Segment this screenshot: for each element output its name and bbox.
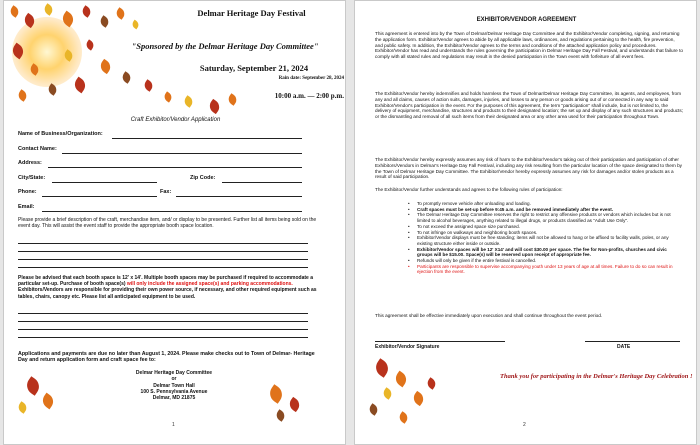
phone-label: Phone: [18, 189, 37, 195]
phone-field[interactable] [42, 196, 157, 197]
application-page [3, 0, 346, 445]
address-line-4: 100 S. Pennsylvania Avenue [140, 388, 208, 395]
address-line-1: Delmar Heritage Day Committee [135, 370, 213, 376]
agreement-page [354, 0, 697, 445]
equipment-line-3[interactable] [18, 329, 308, 330]
email-label: Email: [18, 204, 35, 210]
sponsor-line: "Sponsored by the Delmar Heritage Day Committee" [131, 41, 319, 51]
fax-field[interactable] [176, 196, 302, 197]
org-name-field[interactable] [112, 138, 302, 139]
address-line-5: Delmar, MD 21875 [152, 395, 196, 402]
description-instructions: Please provide a brief description of the craft, merchandise item, and/ or display to be presented. Further list all items being sold on the event day. This will assist the event staff to provide the appropriate booth space location. [18, 217, 317, 230]
org-name-label: Name of Business/Organization: [18, 131, 103, 137]
contact-name-field[interactable] [62, 153, 302, 154]
equipment-line-1[interactable] [18, 313, 308, 314]
rule-item-red: • Participants are responsible to supervise accompanying youth under 13 years of age at all times. Failure to do so can result in ejection from the event. [408, 263, 673, 275]
rule-item: • The Delmar Heritage Day Committee reserves the right to restrict any offensive products or vendors which includes but is not limited to alcohol beverages, anything related to illegal drugs, or products classified as "Adult Use Only". [408, 212, 671, 224]
rule-item: • Refunds will only be given if the entire festival is cancelled. [408, 258, 537, 264]
booth-space-notice [18, 275, 318, 300]
description-line-2[interactable] [18, 251, 308, 252]
signature-label: Exhibitor/Vendor Signature [375, 344, 440, 350]
zip-code-label: Zip Code: [190, 175, 216, 181]
rule-item: • To not exceed the assigned space size purchased. [408, 223, 520, 229]
address-label: Address: [18, 160, 42, 166]
contact-name-label: Contact Name: [18, 146, 57, 152]
booth-notice-red-text: will only include the assigned space(s) and parking accommodations. [126, 281, 293, 288]
fax-label: Fax: [160, 189, 172, 195]
date-label: DATE [617, 344, 631, 350]
rule-item: • To not infringe on walkways and neighboring booth spaces. [408, 229, 538, 235]
description-line-3[interactable] [18, 259, 308, 260]
description-line-4[interactable] [18, 267, 308, 268]
rule-item: • Exhibitor/Vendor spaces will be 12' X14' and will cost $30.00 per space. The fee for Non-profits, churches and civic groups will be $15.00. Space(s) will be reserved upon receipt of appropriate fee. [408, 246, 667, 258]
date-field[interactable] [585, 341, 680, 342]
agreement-paragraph-1: This agreement is entered into by the Town of Delmar/Delmar Heritage Day Committee and the Exhibitor/Vendor completing, signing, and returning the application form. Exhibitor/Vendor agrees to abide by all applicable laws, ordinances, and regulations pertaining to the health, fire prevention, and public safety. In addition, the Exhibitor/Vendor agrees to the terms and conditions of the attached application policy and procedures. Exhibitor/Vendor has read and understands the rules governing the participation in Delmar Heritage Day Fall Festival, and understands that failure to comply with all stated rules and regulations may result in the denied participation in the Town event with forfeiture of all event fees. [375, 31, 683, 60]
agreement-title: EXHIBITOR/VENDOR AGREEMENT [476, 17, 577, 23]
address-line-3: Delmar Town Hall [153, 382, 195, 389]
agreement-paragraph-3: The Exhibitor/Vendor hereby expressly assumes any risk of harm to the Exhibitor/Vendor's taking out of their participation and participation of other Exhibitors/Vendors in Delmar's Heritage Day Fall Festival, including any risk resulting from the particular location of the space designated to them by the Town of Delmar Heritage Day Committee. The Exhibitor/Vendor hereby expressly assumes any risk for damages and/or stolen products as a result of said participation. [375, 157, 683, 180]
festival-title: Delmar Heritage Day Festival [197, 8, 306, 18]
zip-code-field[interactable] [222, 182, 302, 183]
effective-clause: This agreement shall be effective immediately upon execution and shall continue throughout the event period. [375, 313, 603, 318]
rule-item: • Craft spaces must be set-up before 9:45 a.m. and be removed immediately after the event. [408, 206, 614, 212]
agreement-paragraph-4: The Exhibitor/Vendor further understands and agrees to the following rules of participation: [375, 187, 563, 192]
page-number: 2 [523, 422, 526, 428]
city-state-field[interactable] [52, 182, 157, 183]
mailing-address [94, 370, 254, 401]
application-title: Craft Exhibitor/Vendor Application [130, 117, 221, 123]
email-field[interactable] [42, 211, 302, 212]
rain-date: Rain date: September 28, 2024 [278, 76, 344, 81]
event-date: Saturday, September 21, 2024 [199, 63, 309, 73]
event-time: 10:00 a.m. — 2:00 p.m. [274, 92, 344, 100]
equipment-line-4[interactable] [18, 337, 308, 338]
rules-list [408, 201, 682, 275]
rule-item: • Exhibitor/Vendor displays must be free standing; items will not be allowed to hang or be affixed to facility walls, poles, or any existing structure either inside or outside. [408, 235, 669, 246]
rule-item: • To promptly remove vehicle after unloading and loading. [408, 201, 531, 206]
city-state-label: City/State: [18, 175, 46, 181]
payment-deadline: Applications and payments are due no later than August 1, 2024. Please make checks out to Town of Delmar- Heritage Day and return application form and craft space fee to: [18, 351, 315, 364]
page-number: 1 [172, 422, 175, 428]
description-line-1[interactable] [18, 243, 308, 244]
agreement-paragraph-2: The Exhibitor/Vendor hereby indemnifies and holds harmless the Town of Delmar/Delmar Heritage Day Committee, its agents, and employees, from any and all claims, causes of action suits, damages, injuries, and losses to any person or goods arising out of or connected in any way to said Exhibitor/Vendor's participation in the event. For the purposes of this agreement, the term "participation" shall include, but is not limited to, the delivery of equipment, merchandise, structures and products to their designated location; the set up and display of any such structures and products; or the dismantling and removal of all such items from their designated area or any other area used for their participation throughout Town. [375, 91, 683, 120]
address-field[interactable] [48, 167, 302, 168]
booth-notice-text-a: Please be advised that each booth space is 12' x 14'. Multiple booth spaces may be purchased if required to accommodate a particular set-up. Purchase of booth space(s) [18, 275, 313, 288]
thank-you-message: Thank you for participating in the Delmar's Heritage Day Celebration ! [500, 373, 693, 380]
signature-field[interactable] [375, 341, 505, 342]
equipment-line-2[interactable] [18, 321, 308, 322]
address-line-2: or [171, 376, 177, 383]
booth-notice-text-b: Exhibitors/Vendors are responsible for providing their own power source, if necessary, and other required equipment such as tables, chairs, canopy etc. Please list all anticipated equipment to be used. [18, 287, 317, 300]
